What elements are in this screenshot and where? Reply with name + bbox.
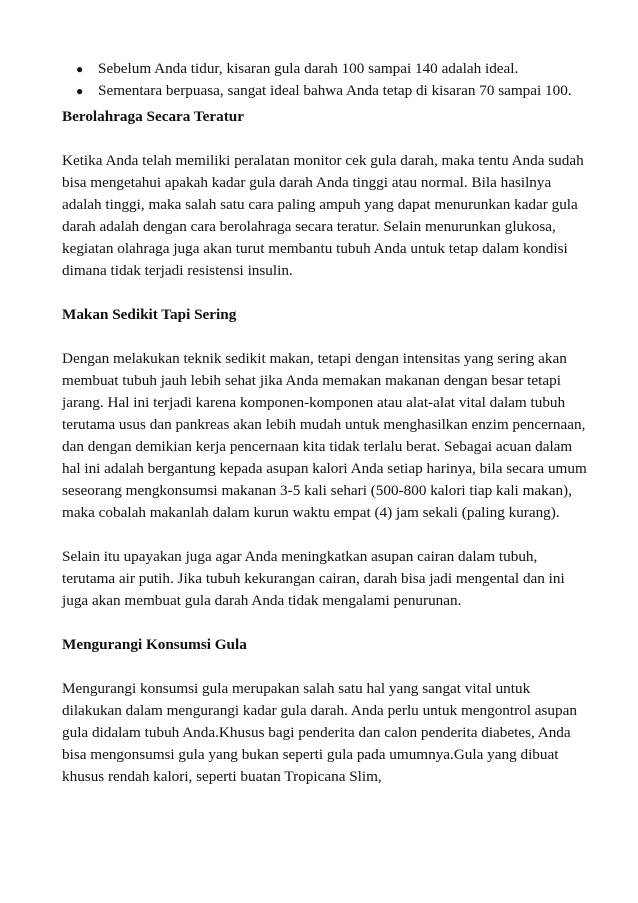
bullet-icon: ● xyxy=(76,62,84,76)
bullet-item xyxy=(76,58,588,80)
paragraph: Selain itu upayakan juga agar Anda meningkatkan asupan cairan dalam tubuh, terutama air putih. Jika tubuh kekurangan cairan, darah bisa jadi mengental dan ini juga akan membuat gula darah Anda tidak mengalami penurunan. xyxy=(62,548,565,609)
paragraph: Mengurangi konsumsi gula merupakan salah satu hal yang sangat vital untuk dilakukan dalam mengurangi kadar gula darah. Anda perlu untuk mengontrol asupan gula didalam tubuh Anda.Khusus bagi penderita dan calon penderita diabetes, Anda bisa mengonsumsi gula yang bukan seperti gula pada umumnya.Gula yang dibuat khusus rendah kalori, seperti buatan Tropicana Slim, xyxy=(62,680,577,785)
section-heading-olahraga: Berolahraga Secara Teratur xyxy=(62,108,244,125)
section-heading-gula: Mengurangi Konsumsi Gula xyxy=(62,636,247,653)
bullet-text: Sementara berpuasa, sangat ideal bahwa Anda tetap di kisaran 70 sampai 100. xyxy=(98,82,572,99)
document-page xyxy=(62,58,588,810)
bullet-icon: ● xyxy=(76,84,84,98)
section-heading-makan: Makan Sedikit Tapi Sering xyxy=(62,306,237,323)
bullet-text: Sebelum Anda tidur, kisaran gula darah 100 sampai 140 adalah ideal. xyxy=(98,60,519,77)
bullet-list xyxy=(62,58,588,102)
bullet-item xyxy=(76,80,588,102)
paragraph: Ketika Anda telah memiliki peralatan monitor cek gula darah, maka tentu Anda sudah bisa mengetahui apakah kadar gula darah Anda tinggi atau normal. Bila hasilnya adalah tinggi, maka salah satu cara paling ampuh yang dapat menurunkan kadar gula darah adalah dengan cara berolahraga secara teratur. Selain menurunkan glukosa, kegiatan olahraga juga akan turut membantu tubuh Anda untuk tetap dalam kondisi dimana tidak terjadi resistensi insulin. xyxy=(62,152,584,279)
paragraph: Dengan melakukan teknik sedikit makan, tetapi dengan intensitas yang sering akan membuat tubuh jauh lebih sehat jika Anda memakan makanan dengan besar tetapi jarang. Hal ini terjadi karena komponen-komponen atau alat-alat vital dalam tubuh terutama usus dan pankreas akan lebih mudah untuk menghasilkan enzim pencernaan, dan dengan demikian kerja pencernaan kita tidak terlalu berat. Sebagai acuan dalam hal ini adalah bergantung kepada asupan kalori Anda setiap harinya, bila secara umum seseorang mengkonsumsi makanan 3-5 kali sehari (500-800 kalori tiap kali makan), maka cobalah makanlah dalam kurun waktu empat (4) jam sekali (paling kurang). xyxy=(62,350,587,521)
